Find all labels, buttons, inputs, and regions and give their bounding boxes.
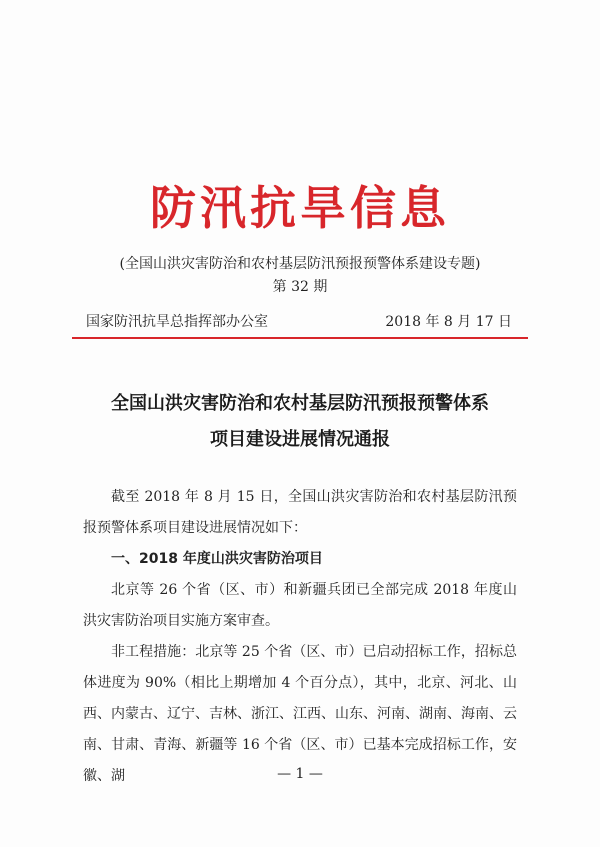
- section-heading: 一、2018 年度山洪灾害防治项目: [111, 551, 323, 567]
- intro-paragraph: 截至 2018 年 8 月 15 日，全国山洪灾害防治和农村基层防汛预报预警体系项目建设进展情况如下：: [83, 489, 517, 536]
- body-paragraph: 北京等 26 个省（区、市）和新疆兵团已全部完成 2018 年度山洪灾害防治项目实施方案审查。: [83, 582, 517, 629]
- document-title-line-2: 项目建设进展情况通报: [210, 429, 390, 450]
- document-body: [83, 482, 517, 792]
- header-divider: [72, 337, 528, 339]
- page-number: — 1 —: [277, 766, 323, 782]
- issue-number: 第 32 期: [272, 279, 328, 295]
- masthead-title: 防汛抗旱信息: [150, 181, 450, 235]
- issue-date: 2018 年 8 月 17 日: [385, 314, 512, 330]
- masthead-subtitle: (全国山洪灾害防治和农村基层防汛预报预警体系建设专题): [119, 256, 481, 272]
- body-paragraph: 非工程措施：北京等 25 个省（区、市）已启动招标工作，招标总体进度为 90%（相比上期增加 4 个百分点），其中，北京、河北、山西、内蒙古、辽宁、吉林、浙江、江西、山东、河南、湖南、海南、云南、甘肃、青海、新疆等 16 个省（区、市）已基本完成招标工作，安徽、湖: [83, 644, 517, 784]
- document-title: [70, 386, 530, 458]
- document-title-line-1: 全国山洪灾害防治和农村基层防汛预报预警体系: [111, 393, 489, 414]
- issuing-office: 国家防汛抗旱总指挥部办公室: [86, 314, 268, 330]
